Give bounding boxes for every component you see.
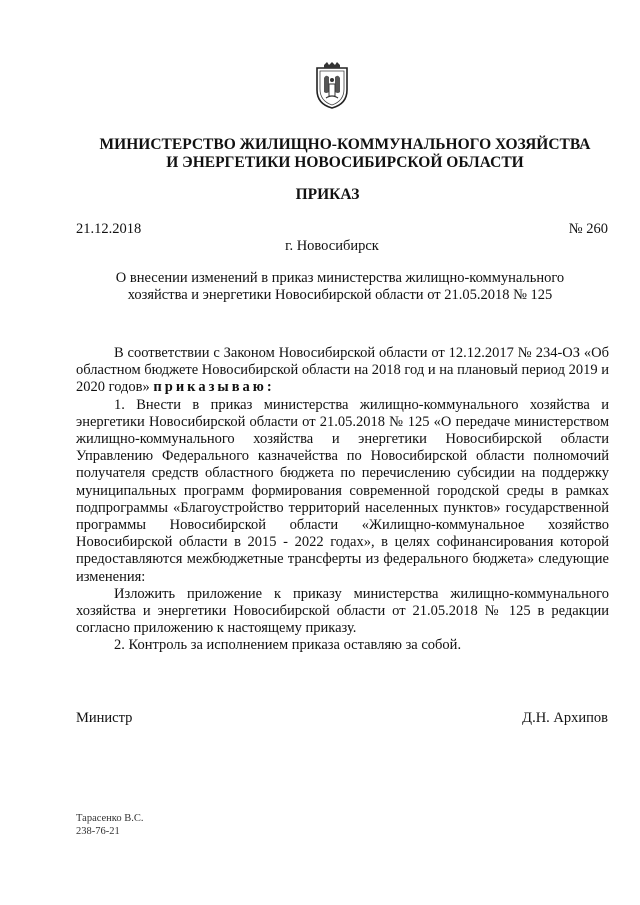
document-subject: О внесении изменений в приказ министерства жилищно-коммунального хозяйства и энергетики Новосибирской области от 21.05.2018 № 125 [115,270,565,303]
body-paragraph-4: 2. Контроль за исполнением приказа оставляю за собой. [114,637,462,654]
body-paragraph-2: 1. Внести в приказ министерства жилищно-коммунального хозяйства и энергетики Новосибирской области от 21.05.2018 № 125 «О передаче министерством жилищно-коммунального хозяйства и энергетики Новосибирской области Управлению Федерального казначейства по Новосибирской области полномочий получателя средств областного бюджета по перечислению субсидии на поддержку муниципальных программ формирования современной городской среды в рамках подпрограммы «Благоустройство территорий населенных пунктов» государственной программы Новосибирской области «Жилищно-коммунальное хозяйство Новосибирской области в 2015 - 2022 годах», в целях софинансирования которой предоставляются межбюджетные трансферты из федерального бюджета» следующие изменения: [76,396,609,585]
document-date: 21.12.2018 [76,221,142,237]
document-type-title: ПРИКАЗ [295,186,360,203]
document-body [76,345,609,655]
ministry-name-line-2: И ЭНЕРГЕТИКИ НОВОСИБИРСКОЙ ОБЛАСТИ [166,154,524,171]
body-paragraph-3: Изложить приложение к приказу министерства жилищно-коммунального хозяйства и энергетики Новосибирской области от 21.05.2018 № 125 в редакции согласно приложению к настоящему приказу. [76,585,609,637]
body-paragraph-1-text: В соответствии с Законом Новосибирской области от 12.12.2017 № 234-ОЗ «Об областном бюджете Новосибирской области на 2018 год и на плановый период 2019 и 2020 годов» [76,345,609,396]
order-keyword: приказываю: [153,379,275,396]
executor-name: Тарасенко В.С. [76,813,144,824]
ministry-name-line-1: МИНИСТЕРСТВО ЖИЛИЩНО-КОММУНАЛЬНОГО ХОЗЯЙСТВА [99,136,591,153]
signatory-position: Министр [76,710,133,726]
executor-phone: 238-76-21 [76,826,120,837]
document-city: г. Новосибирск [285,238,379,254]
signatory-name: Д.Н. Архипов [522,710,608,726]
body-paragraph-1 [76,345,609,397]
executor-block [76,812,144,838]
document-number: № 260 [568,221,608,237]
coat-of-arms-emblem [314,62,350,110]
